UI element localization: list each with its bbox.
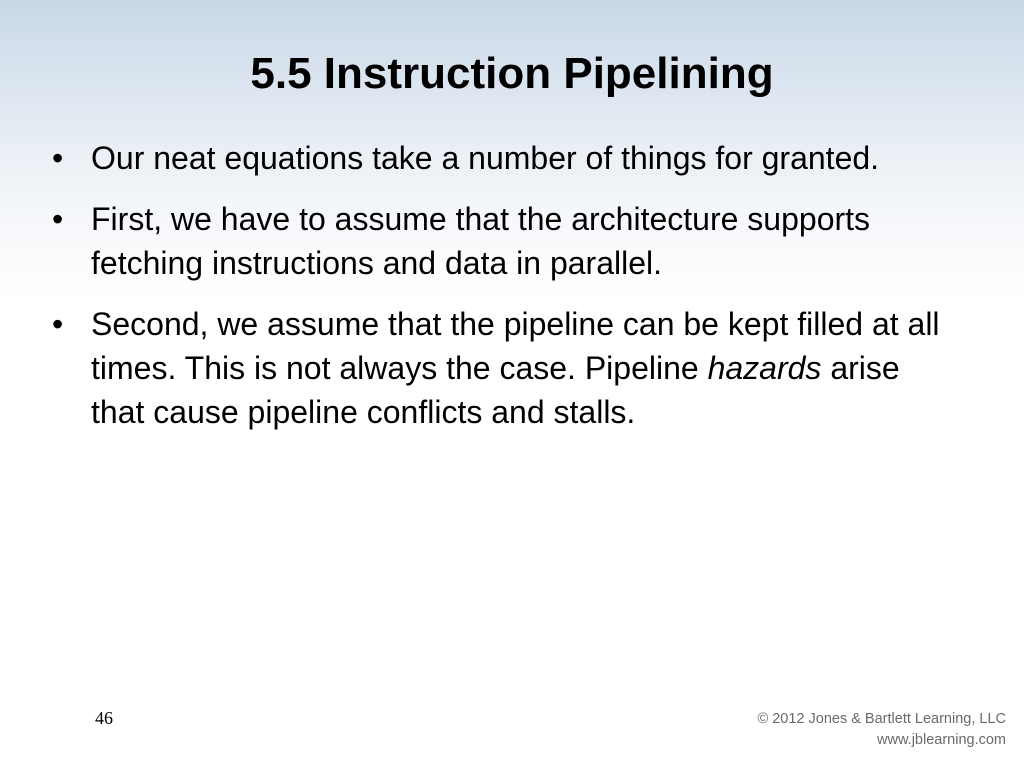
bullet-marker: • xyxy=(52,140,64,176)
page-number: 46 xyxy=(95,708,113,728)
bullet-list xyxy=(52,136,952,451)
bullet-text xyxy=(91,306,940,430)
bullet-marker: • xyxy=(52,306,64,342)
slide-title: 5.5 Instruction Pipelining xyxy=(250,49,774,98)
copyright-notice: © 2012 Jones & Bartlett Learning, LLC xyxy=(757,711,1006,727)
bullet-item-3 xyxy=(52,302,952,434)
bullet-text-part: arise that cause pipeline conflicts and stalls. xyxy=(91,350,900,430)
bullet-item-2 xyxy=(52,197,952,285)
bullet-text: First, we have to assume that the architecture supports fetching instructions and data in parallel. xyxy=(91,201,871,281)
website-link: www.jblearning.com xyxy=(877,732,1006,748)
bullet-text-part: Second, we assume that the pipeline can be kept filled at all times. This is not always the case. Pipeline xyxy=(91,306,940,386)
emphasis-text: hazards xyxy=(707,350,822,386)
copyright-footer xyxy=(758,709,1006,751)
bullet-marker: • xyxy=(52,201,64,237)
bullet-item-1 xyxy=(52,136,952,180)
bullet-text: Our neat equations take a number of things for granted. xyxy=(91,140,880,176)
